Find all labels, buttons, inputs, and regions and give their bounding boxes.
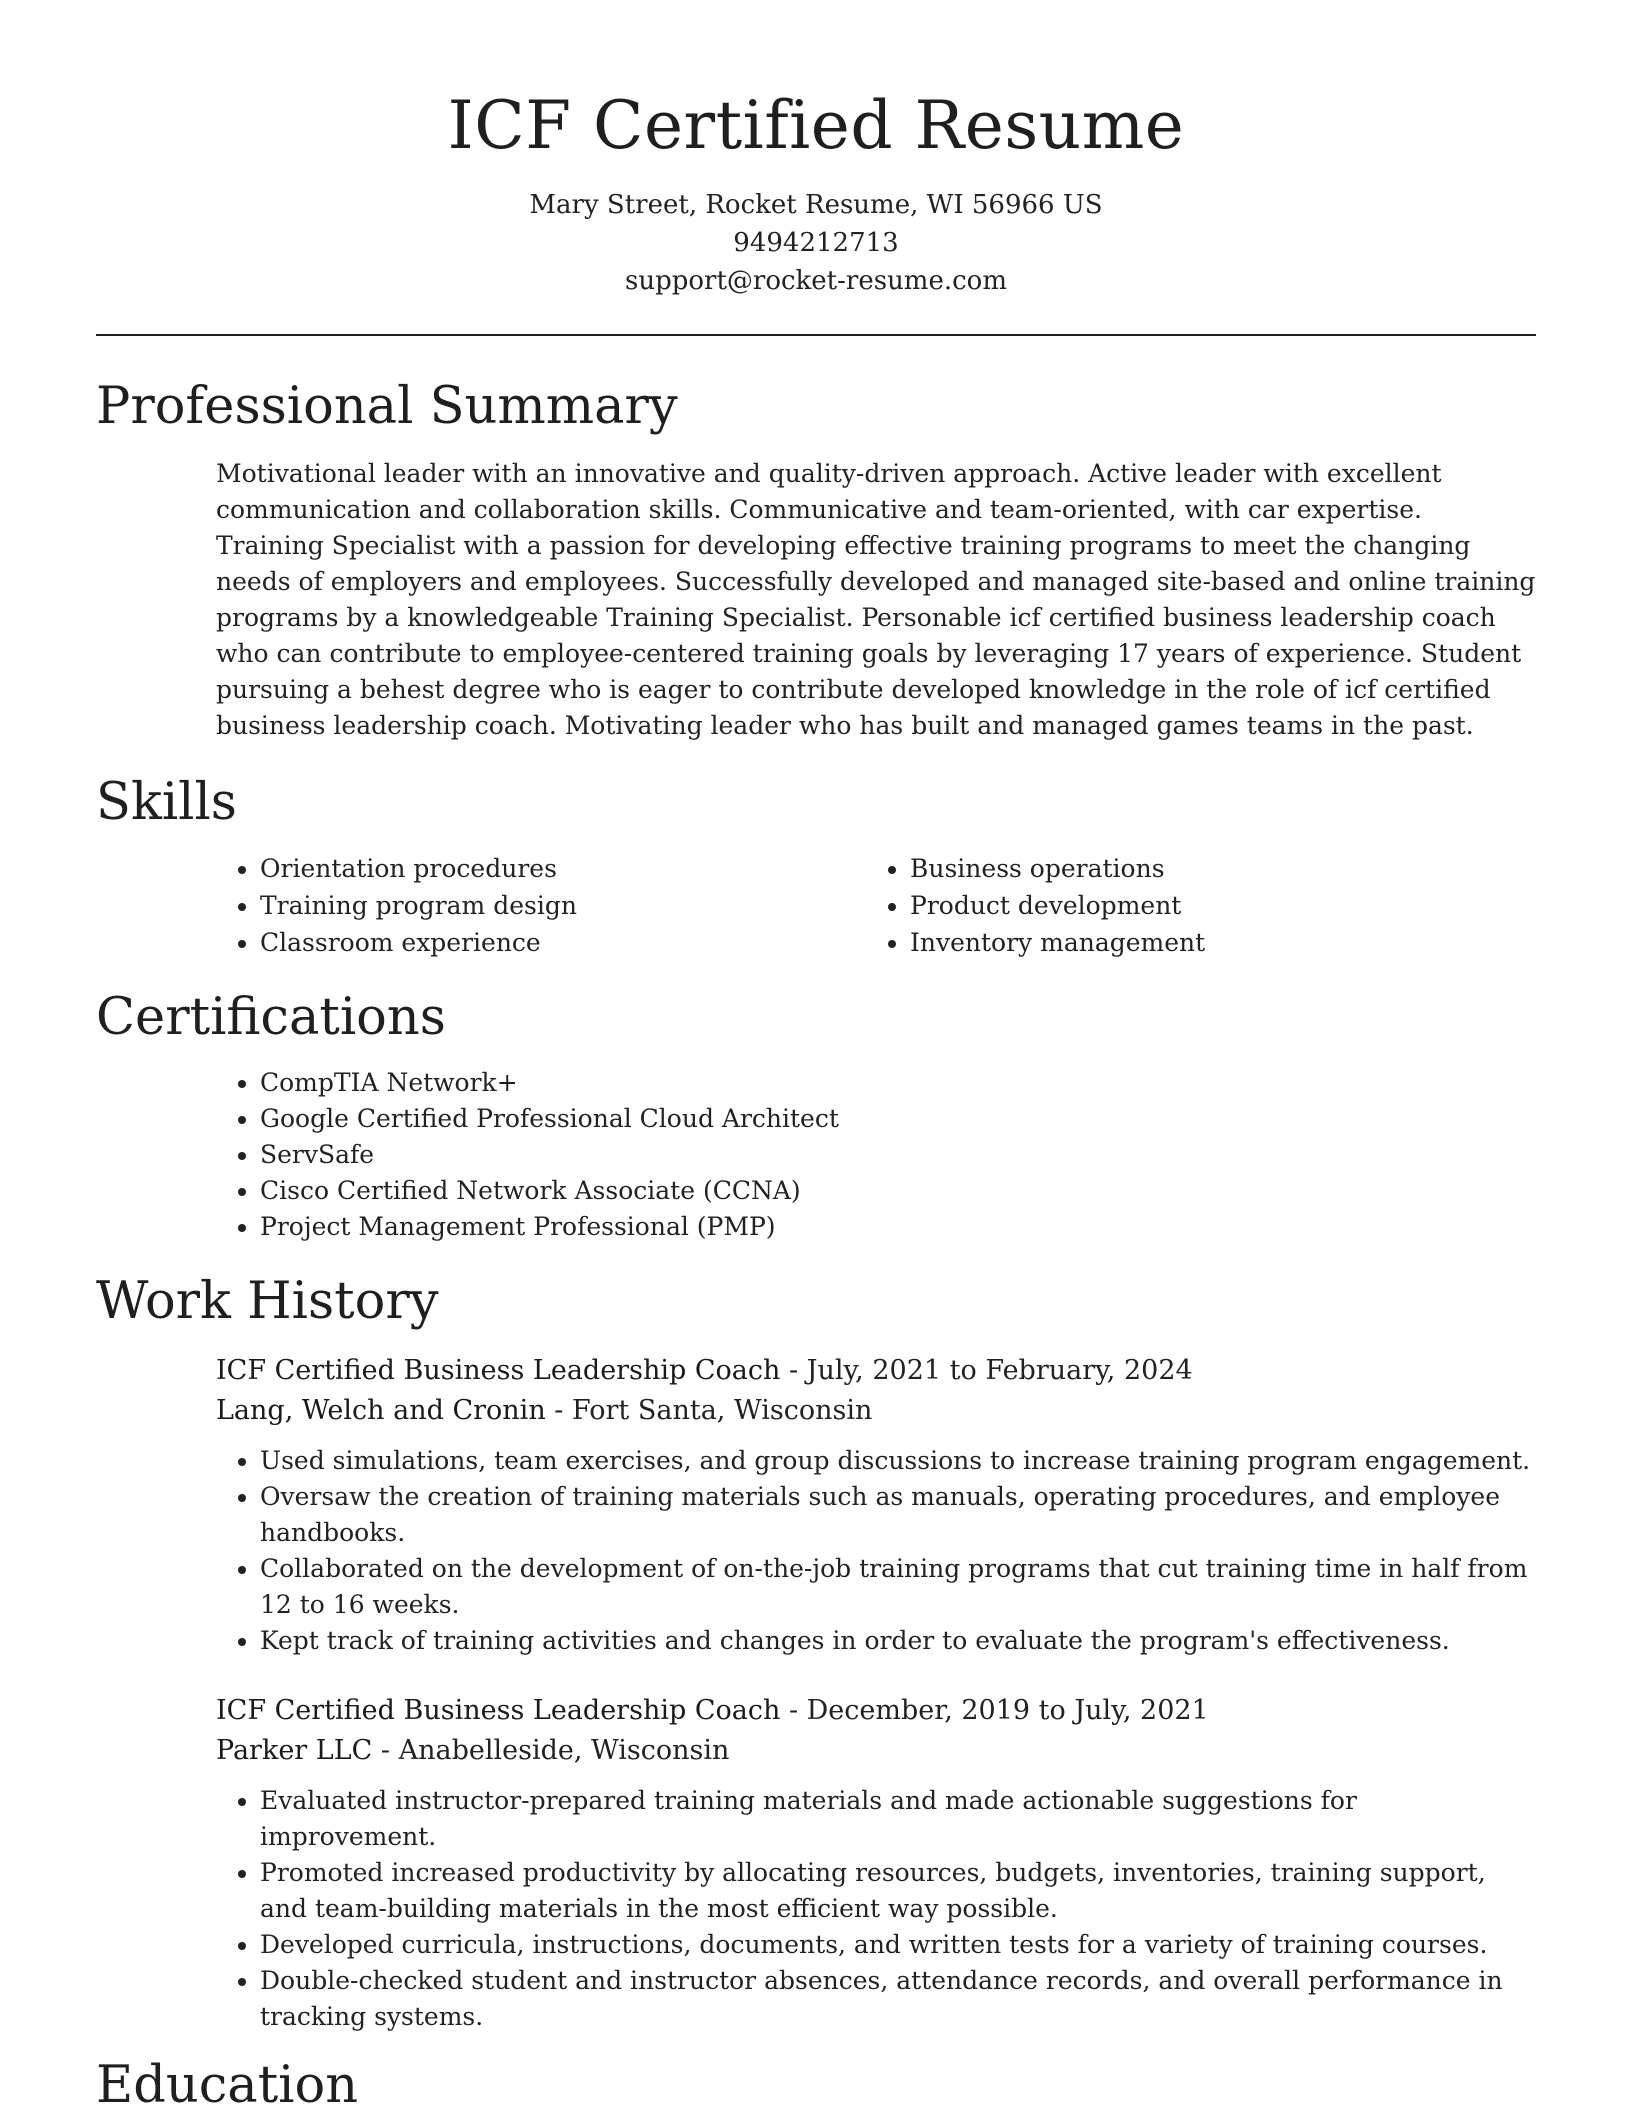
- skill-item: • Training program design: [260, 887, 866, 924]
- skills-heading: Skills: [96, 773, 237, 832]
- certification-item: • ServSafe: [260, 1137, 1536, 1173]
- job-bullet: • Evaluated instructor-prepared training materials and made actionable suggestions for improvement.: [260, 1783, 1536, 1855]
- certifications-list: [216, 1065, 1536, 1245]
- job-dates: July, 2021 to February, 2024: [806, 1355, 1193, 1386]
- certification-item: • Cisco Certified Network Associate (CCNA): [260, 1173, 1536, 1209]
- job-bullet: • Developed curricula, instructions, documents, and written tests for a variety of training courses.: [260, 1927, 1536, 1963]
- job-bullet: • Collaborated on the development of on-the-job training programs that cut training time in half from 12 to 16 weeks.: [260, 1551, 1536, 1623]
- job-bullets: [216, 1443, 1536, 1659]
- skill-item: • Inventory management: [910, 924, 1516, 961]
- job-entry: [216, 1351, 1536, 1659]
- job-dates: December, 2019 to July, 2021: [806, 1695, 1209, 1726]
- job-separator: -: [545, 1395, 573, 1426]
- job-role: ICF Certified Business Leadership Coach: [216, 1355, 781, 1386]
- resume-header: [96, 0, 1536, 300]
- job-bullet: • Oversaw the creation of training materials such as manuals, operating procedures, and employee handbooks.: [260, 1479, 1536, 1551]
- job-company-line: [216, 1731, 1536, 1771]
- summary-heading: Professional Summary: [96, 377, 678, 436]
- skill-item: • Classroom experience: [260, 924, 866, 961]
- job-bullet: • Used simulations, team exercises, and group discussions to increase training program engagement.: [260, 1443, 1536, 1479]
- skills-column-left: [216, 850, 866, 961]
- resume-page: [96, 0, 1536, 2117]
- job-role: ICF Certified Business Leadership Coach: [216, 1695, 781, 1726]
- header-divider: [96, 334, 1536, 336]
- job-entry: [216, 1691, 1536, 2035]
- skill-item: • Orientation procedures: [260, 850, 866, 887]
- job-separator: -: [372, 1735, 399, 1766]
- contact-phone: 9494212713: [733, 228, 899, 258]
- job-bullet: • Promoted increased productivity by allocating resources, budgets, inventories, training support, and team-building materials in the most efficient way possible.: [260, 1855, 1536, 1927]
- job-company: Parker LLC: [216, 1735, 373, 1766]
- skills-column-right: [866, 850, 1516, 961]
- job-location: Fort Santa, Wisconsin: [572, 1395, 873, 1426]
- job-location: Anabelleside, Wisconsin: [398, 1735, 730, 1766]
- job-title-line: [216, 1691, 1536, 1731]
- contact-address: Mary Street, Rocket Resume, WI 56966 US: [529, 190, 1103, 220]
- certification-item: • Project Management Professional (PMP): [260, 1209, 1536, 1245]
- skills-list: [216, 850, 1536, 961]
- job-bullets: [216, 1783, 1536, 2035]
- work-history-heading: Work History: [96, 1272, 439, 1331]
- certification-item: • CompTIA Network+: [260, 1065, 1536, 1101]
- contact-block: [96, 186, 1536, 300]
- education-heading: Education: [96, 2056, 359, 2115]
- resume-title: ICF Certified Resume: [447, 87, 1185, 164]
- job-bullet: • Kept track of training activities and changes in order to evaluate the program's effectiveness.: [260, 1623, 1536, 1659]
- skill-item: • Business operations: [910, 850, 1516, 887]
- certification-item: • Google Certified Professional Cloud Architect: [260, 1101, 1536, 1137]
- job-company: Lang, Welch and Cronin: [216, 1395, 546, 1426]
- job-bullet: • Double-checked student and instructor absences, attendance records, and overall performance in tracking systems.: [260, 1963, 1536, 2035]
- job-company-line: [216, 1391, 1536, 1431]
- job-title-line: [216, 1351, 1536, 1391]
- summary-text: Motivational leader with an innovative and quality-driven approach. Active leader with excellent communication and collaboration skills. Communicative and team-oriented, with car expertise. Training Specialist with a passion for developing effective training programs to meet the changing needs of employers and employees. Successfully developed and managed site-based and online training programs by a knowledgeable Training Specialist. Personable icf certified business leadership coach who can contribute to employee-centered training goals by leveraging 17 years of experience. Student pursuing a behest degree who is eager to contribute developed knowledge in the role of icf certified business leadership coach. Motivating leader who has built and managed games teams in the past.: [216, 459, 1536, 740]
- job-separator: -: [780, 1355, 807, 1386]
- skill-item: • Product development: [910, 887, 1516, 924]
- certifications-heading: Certifications: [96, 988, 446, 1047]
- job-separator: -: [780, 1695, 807, 1726]
- contact-email: support@rocket-resume.com: [624, 266, 1007, 296]
